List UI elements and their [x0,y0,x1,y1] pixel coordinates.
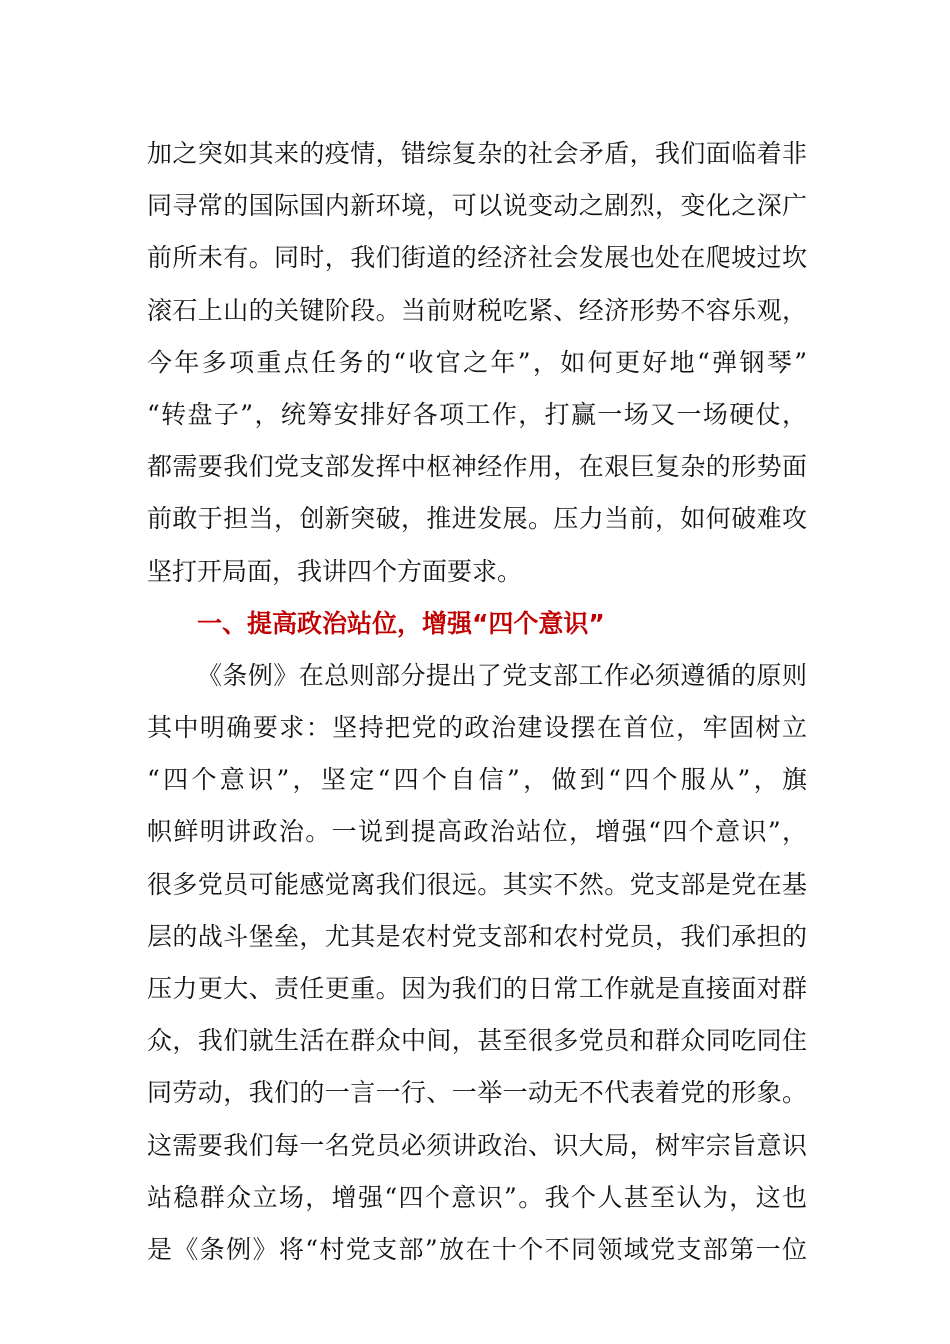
text-line: 前所未有。同时，我们街道的经济社会发展也处在爬坡过坎 [147,243,807,273]
text-line: 压力更大、责任更重。因为我们的日常工作就是直接面对群 [147,974,807,1003]
paragraph-1 [147,128,807,598]
section-heading: 一、提高政治站位，增强“四个意识” [197,608,605,638]
text-line: 今年多项重点任务的“收官之年”，如何更好地“弹钢琴” [147,347,807,377]
document-body [147,128,807,1276]
text-line: 都需要我们党支部发挥中枢神经作用，在艰巨复杂的形势面 [147,452,807,482]
text-line: “转盘子”，统筹安排好各项工作，打赢一场又一场硬仗， [147,399,807,429]
text-line: 帜鲜明讲政治。一说到提高政治站位，增强“四个意识”， [147,817,807,847]
text-line: “四个意识”，坚定“四个自信”，做到“四个服从”，旗 [147,765,807,795]
text-line: 坚打开局面，我讲四个方面要求。 [147,556,523,586]
text-line: 是《条例》将“村党支部”放在十个不同领域党支部第一位 [147,1234,807,1264]
text-line: 滚石上山的关键阶段。当前财税吃紧、经济形势不容乐观， [147,295,807,325]
text-line: 众，我们就生活在群众中间，甚至很多党员和群众同吃同住 [147,1026,807,1056]
text-line: 同劳动，我们的一言一行、一举一动无不代表着党的形象。 [147,1078,807,1108]
text-line: 前敢于担当，创新突破，推进发展。压力当前，如何破难攻 [147,504,807,534]
text-line: 很多党员可能感觉离我们很远。其实不然。党支部是党在基 [147,869,807,899]
paragraph-2 [147,650,807,1276]
text-line-indented: 《条例》在总则部分提出了党支部工作必须遵循的原则 [197,660,807,690]
text-line: 加之突如其来的疫情，错综复杂的社会矛盾，我们面临着非 [147,139,807,168]
text-line: 其中明确要求：坚持把党的政治建设摆在首位，牢固树立 [147,713,807,743]
text-line: 这需要我们每一名党员必须讲政治、识大局，树牢宗旨意识 [147,1130,807,1160]
text-line: 同寻常的国际国内新环境，可以说变动之剧烈，变化之深广 [147,191,807,221]
text-line: 站稳群众立场，增强“四个意识”。我个人甚至认为，这也 [147,1182,807,1212]
text-line: 层的战斗堡垒，尤其是农村党支部和农村党员，我们承担的 [147,921,807,951]
